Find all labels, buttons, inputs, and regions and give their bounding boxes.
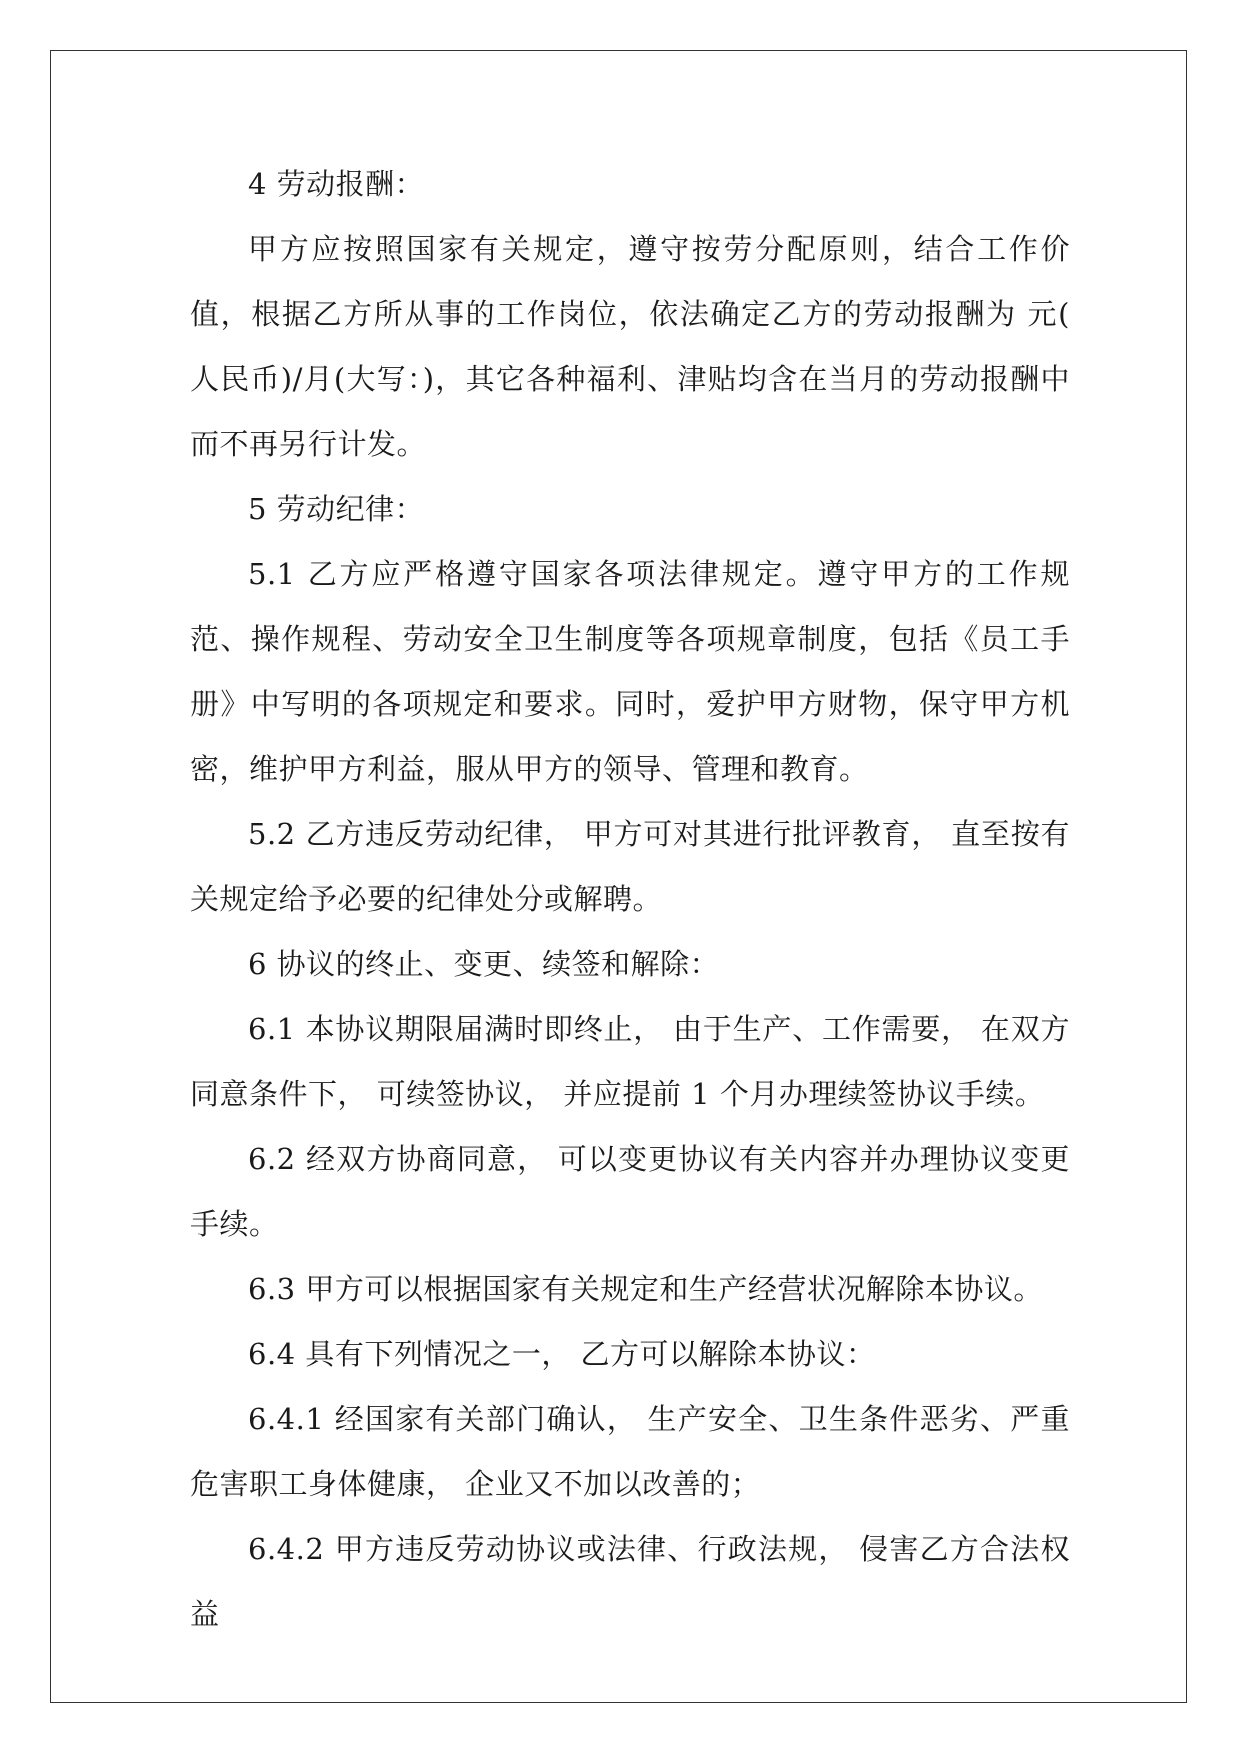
paragraph-remuneration: 甲方应按照国家有关规定，遵守按劳分配原则，结合工作价值，根据乙方所从事的工作岗位，依法确定乙方的劳动报酬为 元( 人民币)/月(大写：)，其它各种福利、津贴均含在当月的劳动报酬中而不再另行计发。 <box>190 232 1070 461</box>
paragraph-termination-6-4-1: 6.4.1 经国家有关部门确认， 生产安全、卫生条件恶劣、严重危害职工身体健康， 企业又不加以改善的； <box>190 1402 1070 1501</box>
paragraph-discipline-5-1: 5.1 乙方应严格遵守国家各项法律规定。遵守甲方的工作规范、操作规程、劳动安全卫生制度等各项规章制度，包括《员工手册》中写明的各项规定和要求。同时，爱护甲方财物，保守甲方机密，维护甲方利益，服从甲方的领导、管理和教育。 <box>190 557 1070 786</box>
paragraph-discipline-5-2: 5.2 乙方违反劳动纪律， 甲方可对其进行批评教育， 直至按有关规定给予必要的纪律处分或解聘。 <box>190 817 1070 916</box>
paragraph-termination-6-4: 6.4 具有下列情况之一， 乙方可以解除本协议： <box>248 1337 876 1371</box>
paragraph-termination-6-3: 6.3 甲方可以根据国家有关规定和生产经营状况解除本协议。 <box>248 1272 1043 1306</box>
paragraph-termination-6-2: 6.2 经双方协商同意， 可以变更协议有关内容并办理协议变更手续。 <box>190 1142 1070 1241</box>
section-heading-discipline: 5 劳动纪律： <box>248 492 425 526</box>
paragraph-termination-6-1: 6.1 本协议期限届满时即终止， 由于生产、工作需要， 在双方同意条件下， 可续签协议， 并应提前 1 个月办理续签协议手续。 <box>190 1012 1070 1111</box>
document-body <box>190 152 1070 1647</box>
section-heading-termination: 6 协议的终止、变更、续签和解除： <box>248 947 720 981</box>
section-heading-remuneration: 4 劳动报酬： <box>248 167 425 201</box>
paragraph-termination-6-4-2: 6.4.2 甲方违反劳动协议或法律、行政法规， 侵害乙方合法权益 <box>190 1532 1070 1631</box>
